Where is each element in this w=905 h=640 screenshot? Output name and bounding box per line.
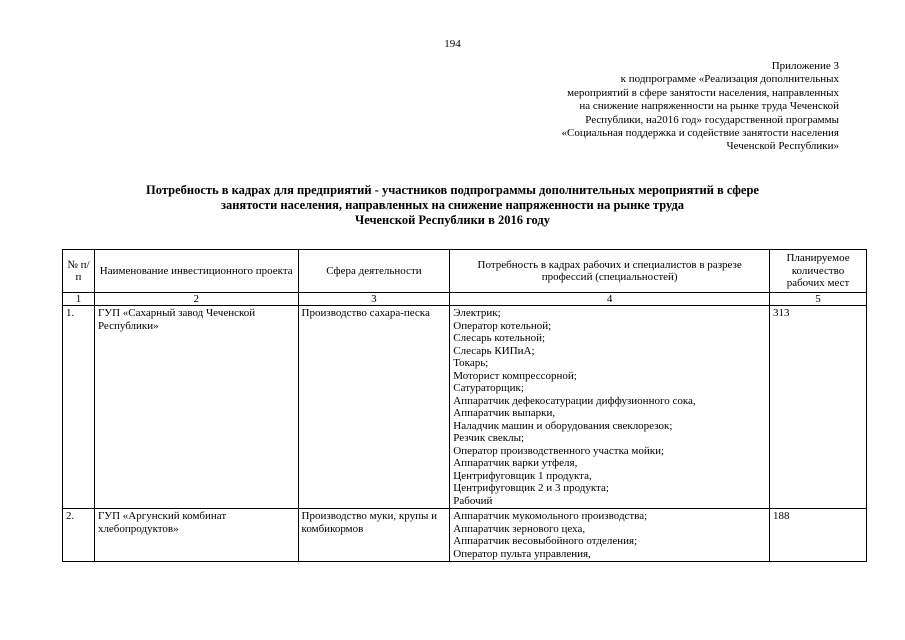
page-number: 194 bbox=[444, 38, 461, 50]
appendix-line: «Социальная поддержка и содействие занятости населения bbox=[561, 127, 839, 140]
column-number: 1 bbox=[63, 293, 95, 306]
profession-item: Наладчик машин и оборудования свеклорезок; bbox=[453, 419, 673, 432]
row-professions bbox=[450, 509, 770, 562]
row-jobs: 313 bbox=[770, 306, 867, 509]
row-num: 2. bbox=[63, 509, 95, 562]
profession-item: Резчик свеклы; bbox=[453, 432, 525, 444]
profession-item: Электрик; bbox=[453, 307, 501, 319]
row-jobs: 188 bbox=[770, 509, 867, 562]
column-number: 4 bbox=[450, 293, 770, 306]
profession-item: Аппаратчик дефекосатурации диффузионного сока, bbox=[453, 394, 696, 407]
profession-item: Аппаратчик варки утфеля, bbox=[453, 457, 578, 469]
table-header-row bbox=[63, 250, 867, 293]
appendix-line: на снижение напряженности на рынке труда Чеченской bbox=[579, 100, 839, 113]
profession-item: Токарь; bbox=[453, 357, 489, 369]
header-project: Наименование инвестиционного проекта bbox=[94, 250, 298, 293]
row-sphere: Производство сахара-песка bbox=[298, 306, 450, 509]
appendix-line: мероприятий в сфере занятости населения, направленных bbox=[567, 86, 839, 99]
row-professions bbox=[450, 306, 770, 509]
profession-item: Сатураторщик; bbox=[453, 382, 524, 394]
column-number: 5 bbox=[770, 293, 867, 306]
appendix-line: к подпрограмме «Реализация дополнительных bbox=[620, 73, 839, 86]
profession-item: Рабочий bbox=[453, 494, 493, 507]
header-professions: Потребность в кадрах рабочих и специалистов в разрезе профессий (специальностей) bbox=[450, 250, 770, 293]
appendix-line: Республики, на2016 год» государственной программы bbox=[585, 113, 839, 126]
profession-item: Оператор производственного участка мойки; bbox=[453, 444, 665, 457]
document-title bbox=[40, 183, 865, 228]
appendix-note bbox=[499, 60, 839, 154]
profession-item: Аппаратчик зернового цеха, bbox=[453, 522, 586, 535]
profession-item: Моторист компрессорной; bbox=[453, 369, 577, 382]
profession-item: Оператор пульта управления, bbox=[453, 547, 591, 560]
column-number: 3 bbox=[298, 293, 450, 306]
profession-item: Аппаратчик выпарки, bbox=[453, 407, 556, 419]
profession-item: Аппаратчик весовыбойного отделения; bbox=[453, 535, 638, 547]
header-sphere: Сфера деятельности bbox=[298, 250, 450, 293]
appendix-line: Чеченской Республики» bbox=[726, 140, 839, 153]
row-project: ГУП «Аргунский комбинат хлебопродуктов» bbox=[94, 509, 298, 562]
row-sphere: Производство муки, крупы и комбикормов bbox=[298, 509, 450, 562]
row-project: ГУП «Сахарный завод Чеченской Республики» bbox=[94, 306, 298, 509]
table-row bbox=[63, 306, 867, 509]
title-line: Потребность в кадрах для предприятий - участников подпрограммы дополнительных мероприятий в сфере bbox=[146, 183, 759, 197]
profession-item: Центрифуговщик 1 продукта, bbox=[453, 469, 592, 482]
profession-item: Аппаратчик мукомольного производства; bbox=[453, 510, 648, 522]
title-line: Чеченской Республики в 2016 году bbox=[355, 213, 550, 227]
column-number-row bbox=[63, 293, 867, 306]
profession-item: Слесарь КИПиА; bbox=[453, 344, 535, 357]
profession-item: Центрифуговщик 2 и 3 продукта; bbox=[453, 482, 609, 494]
column-number: 2 bbox=[94, 293, 298, 306]
title-line: занятости населения, направленных на снижение напряженности на рынке труда bbox=[220, 198, 685, 212]
staffing-table bbox=[62, 249, 867, 562]
table-row bbox=[63, 509, 867, 562]
header-jobs: Планируемое количество рабочих мест bbox=[770, 250, 867, 293]
appendix-line: Приложение 3 bbox=[771, 60, 839, 72]
profession-item: Оператор котельной; bbox=[453, 319, 552, 332]
row-num: 1. bbox=[63, 306, 95, 509]
header-num: № п/п bbox=[63, 250, 95, 293]
profession-item: Слесарь котельной; bbox=[453, 332, 546, 344]
